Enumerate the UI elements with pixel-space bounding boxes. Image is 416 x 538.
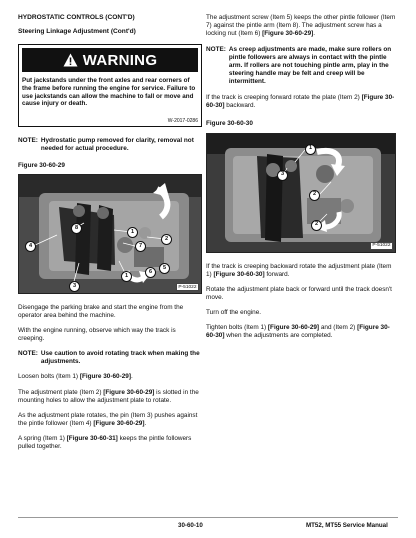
- text: If the track is creeping forward rotate the plate (Item 2): [206, 94, 362, 102]
- warning-banner: [22, 48, 198, 72]
- para-observe-track: With the engine running, observe which way the track is creeping.: [18, 327, 176, 343]
- para-spring: [18, 435, 202, 451]
- plate-photo-illustration: [207, 134, 395, 252]
- figure-30-60-29-photo: [18, 174, 202, 294]
- text: backward.: [224, 102, 256, 110]
- callout-3: 3: [277, 170, 288, 181]
- para-loosen-bolts: [18, 373, 202, 381]
- callout-5: 5: [159, 263, 170, 274]
- note-key: NOTE:: [18, 350, 38, 358]
- note-text: Hydrostatic pump removed for clarity, removal not needed for actual procedure.: [40, 137, 194, 152]
- callout-1: 1: [127, 227, 138, 238]
- para-turn-off-engine: Turn off the engine.: [206, 308, 262, 316]
- warning-text: Put jackstands under the front axles and rear corners of the frame before running the engine for service. Failure to use jackstands can allow the machine to fall or move and cause injury or death.: [22, 77, 196, 108]
- warning-box: [18, 44, 202, 127]
- callout-2: 2: [161, 234, 172, 245]
- page-number: 30-60-10: [178, 522, 203, 529]
- figure-ref: [Figure 30-60-30]: [206, 324, 390, 340]
- photo-code: P-51022: [176, 283, 199, 291]
- callout-6: 6: [145, 267, 156, 278]
- note-key: NOTE:: [206, 46, 226, 54]
- callout-2: 2: [309, 190, 320, 201]
- figure-ref: [Figure 30-60-29]: [267, 324, 320, 332]
- para-adjustment-screw: [206, 14, 396, 38]
- warning-title: WARNING: [82, 51, 158, 69]
- footer-divider: [18, 517, 398, 518]
- callout-1: 1: [305, 144, 316, 155]
- figure-ref: [Figure 30-60-29]: [262, 30, 314, 38]
- callout-3: 3: [69, 281, 80, 292]
- note-text: Use caution to avoid rotating track when making the adjustments.: [40, 350, 200, 366]
- figure-ref: [Figure 30-60-29]: [103, 388, 155, 396]
- note-use-caution: [18, 350, 202, 366]
- text: .: [144, 419, 147, 427]
- section-title: HYDROSTATIC CONTROLS (CONT'D): [18, 14, 135, 21]
- para-disengage-brake: Disengage the parking brake and start the engine from the operator area behind the machine.: [18, 304, 184, 320]
- figure-ref: [Figure 30-60-29]: [79, 373, 131, 381]
- callout-7: 7: [135, 241, 146, 252]
- text: forward.: [264, 270, 290, 278]
- warning-code: W-2017-0286: [167, 118, 198, 124]
- right-column: [206, 14, 396, 340]
- text: is slotted in the mounting holes to allow the adjustment plate to rotate.: [18, 388, 199, 404]
- figure-ref: [Figure 30-60-30]: [213, 270, 265, 278]
- note-text: As creep adjustments are made, make sure rollers on pintle followers are always in contact with the pintle arm. If rollers are not touching pintle arm, play in the steering handle may be felt and creep will be intermittent.: [228, 46, 392, 86]
- text: The adjustment screw (Item 5) keeps the other pintle follower (Item 7) against the pintle arm (Item 8). The adjustment screw has a locking nut (Item 6): [206, 14, 396, 38]
- figure-ref: [Figure 30-60-29]: [93, 419, 145, 427]
- para-creep-backward: [206, 263, 396, 279]
- figure-label: Figure 30-60-30: [206, 120, 253, 128]
- text: Tighten bolts (Item 1): [206, 324, 268, 332]
- photo-code: P-51022: [370, 242, 393, 250]
- callout-8: 8: [71, 223, 82, 234]
- figure-label: Figure 30-60-29: [18, 162, 65, 169]
- left-column: [18, 14, 202, 451]
- figure-30-60-30-photo: [206, 133, 396, 253]
- warning-triangle-icon: [63, 53, 78, 67]
- text: The adjustment plate (Item 2): [18, 388, 104, 396]
- text: when the adjustments are completed.: [224, 332, 333, 340]
- sub-title: Steering Linkage Adjustment (Cont'd): [18, 28, 136, 35]
- linkage-photo-illustration: [19, 175, 201, 293]
- manual-title: MT52, MT55 Service Manual: [306, 522, 388, 529]
- note-key: NOTE:: [18, 137, 38, 144]
- text: As the adjustment plate rotates, the pin (Item 3) pushes against the pintle follower (Item 4): [18, 411, 198, 427]
- figure-ref: [Figure 30-60-31]: [66, 434, 118, 442]
- figure-ref: [Figure 30-60-30]: [206, 94, 395, 110]
- note-creep-adjustments: [206, 46, 396, 86]
- para-creep-forward: [206, 94, 396, 110]
- note-pump-removed: [18, 137, 202, 153]
- para-tighten-bolts: [206, 324, 396, 340]
- callout-4: 4: [25, 241, 36, 252]
- callout-2b: 2: [311, 220, 322, 231]
- text: .: [130, 373, 133, 381]
- text: and (Item 2): [319, 324, 358, 332]
- text: A spring (Item 1): [18, 434, 67, 442]
- text: Loosen bolts (Item 1): [18, 373, 80, 381]
- para-adjustment-plate: [18, 389, 202, 405]
- text: keeps the pintle followers pulled together.: [18, 434, 192, 451]
- para-rotate-plate: Rotate the adjustment plate back or forward until the track doesn't move.: [206, 285, 392, 301]
- callout-1b: 1: [121, 271, 132, 282]
- text: If the track is creeping backward rotate the adjustment plate (Item 1): [206, 262, 392, 278]
- text: .: [313, 30, 316, 38]
- para-plate-rotates: [18, 412, 202, 428]
